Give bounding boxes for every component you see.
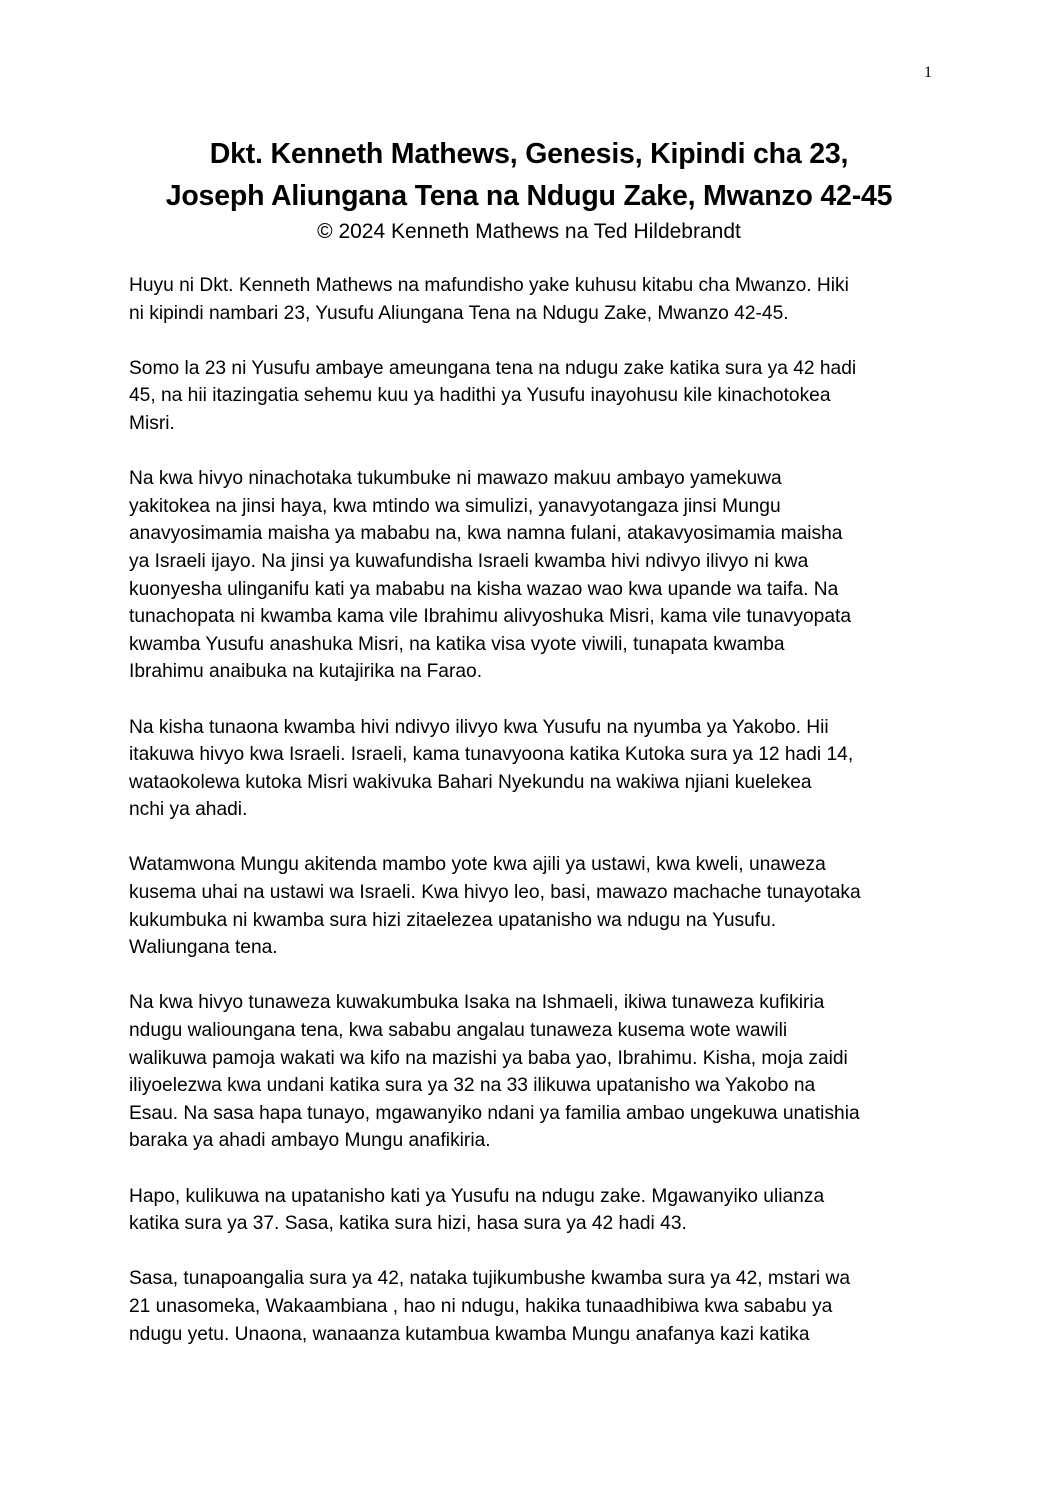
paragraph-line: ndugu walioungana tena, kwa sababu angalau tunaweza kusema wote wawili bbox=[129, 1020, 788, 1042]
paragraph-line: Na kwa hivyo tunaweza kuwakumbuka Isaka na Ishmaeli, ikiwa tunaweza kufikiria bbox=[129, 992, 825, 1014]
paragraph bbox=[129, 272, 929, 327]
paragraph bbox=[129, 989, 929, 1155]
paragraph bbox=[129, 851, 929, 961]
paragraph-line: Huyu ni Dkt. Kenneth Mathews na mafundisho yake kuhusu kitabu cha Mwanzo. Hiki bbox=[129, 275, 849, 296]
paragraph-line: ni kipindi nambari 23, Yusufu Aliungana Tena na Ndugu Zake, Mwanzo 42-45. bbox=[129, 302, 789, 324]
paragraph-line: kwamba Yusufu anashuka Misri, na katika visa vyote viwili, tunapata kwamba bbox=[129, 633, 785, 655]
paragraph-line: Na kisha tunaona kwamba hivi ndivyo ilivyo kwa Yusufu na nyumba ya Yakobo. Hii bbox=[129, 716, 829, 738]
copyright-notice: © 2024 Kenneth Mathews na Ted Hildebrandt bbox=[317, 220, 741, 243]
paragraph-line: kuonyesha ulinganifu kati ya mababu na kisha wazao wao kwa upande wa taifa. Na bbox=[129, 578, 839, 600]
paragraph bbox=[129, 714, 929, 824]
paragraph-line: kusema uhai na ustawi wa Israeli. Kwa hivyo leo, basi, mawazo machache tunayotaka bbox=[129, 882, 861, 904]
paragraph-line: Watamwona Mungu akitenda mambo yote kwa ajili ya ustawi, kwa kweli, unaweza bbox=[129, 854, 826, 876]
paragraph bbox=[129, 355, 929, 438]
paragraph-line: yakitokea na jinsi haya, kwa mtindo wa simulizi, yanavyotangaza jinsi Mungu bbox=[129, 495, 781, 517]
paragraph-line: ya Israeli ijayo. Na jinsi ya kuwafundisha Israeli kwamba hivi ndivyo ilivyo ni kwa bbox=[129, 550, 809, 572]
paragraph-line: baraka ya ahadi ambayo Mungu anafikiria. bbox=[129, 1130, 491, 1152]
page-number: 1 bbox=[924, 64, 932, 81]
document-title-line-1: Dkt. Kenneth Mathews, Genesis, Kipindi cha 23, bbox=[209, 138, 849, 170]
paragraph bbox=[129, 1265, 929, 1348]
paragraph-line: Esau. Na sasa hapa tunayo, mgawanyiko ndani ya familia ambao ungekuwa unatishia bbox=[129, 1102, 860, 1124]
paragraph-line: iliyoelezwa kwa undani katika sura ya 32 na 33 ilikuwa upatanisho wa Yakobo na bbox=[129, 1075, 816, 1097]
paragraph-line: walikuwa pamoja wakati wa kifo na mazishi ya baba yao, Ibrahimu. Kisha, moja zaidi bbox=[129, 1047, 848, 1069]
paragraph bbox=[129, 1183, 929, 1238]
document-title-line-2: Joseph Aliungana Tena na Ndugu Zake, Mwanzo 42-45 bbox=[165, 180, 893, 212]
paragraph-line: kukumbuka ni kwamba sura hizi zitaelezea upatanisho wa ndugu na Yusufu. bbox=[129, 909, 777, 931]
paragraph-line: itakuwa hivyo kwa Israeli. Israeli, kama tunavyoona katika Kutoka sura ya 12 hadi 14, bbox=[129, 744, 854, 766]
paragraph-line: Na kwa hivyo ninachotaka tukumbuke ni mawazo makuu ambayo yamekuwa bbox=[129, 468, 782, 490]
paragraph-line: wataokolewa kutoka Misri wakivuka Bahari Nyekundu na wakiwa njiani kuelekea bbox=[129, 771, 812, 793]
paragraph-line: Waliungana tena. bbox=[129, 937, 278, 959]
paragraph-line: Somo la 23 ni Yusufu ambaye ameungana tena na ndugu zake katika sura ya 42 hadi bbox=[129, 357, 857, 379]
paragraph bbox=[129, 465, 929, 686]
paragraph-line: Hapo, kulikuwa na upatanisho kati ya Yusufu na ndugu zake. Mgawanyiko ulianza bbox=[129, 1185, 825, 1207]
paragraph-line: nchi ya ahadi. bbox=[129, 799, 248, 821]
paragraph-line: Misri. bbox=[129, 412, 175, 434]
paragraph-line: anavyosimamia maisha ya mababu na, kwa namna fulani, atakavyosimamia maisha bbox=[129, 523, 843, 545]
paragraph-line: Ibrahimu anaibuka na kutajirika na Farao. bbox=[129, 661, 483, 683]
document-body bbox=[129, 272, 929, 1376]
paragraph-line: Sasa, tunapoangalia sura ya 42, nataka tujikumbushe kwamba sura ya 42, mstari wa bbox=[129, 1268, 851, 1290]
paragraph-line: tunachopata ni kwamba kama vile Ibrahimu alivyoshuka Misri, kama vile tunavyopata bbox=[129, 606, 852, 628]
paragraph-line: katika sura ya 37. Sasa, katika sura hizi, hasa sura ya 42 hadi 43. bbox=[129, 1213, 687, 1235]
paragraph-line: ndugu yetu. Unaona, wanaanza kutambua kwamba Mungu anafanya kazi katika bbox=[129, 1323, 810, 1345]
paragraph-line: 45, na hii itazingatia sehemu kuu ya hadithi ya Yusufu inayohusu kile kinachotokea bbox=[129, 385, 831, 407]
paragraph-line: 21 unasomeka, Wakaambiana , hao ni ndugu, hakika tunaadhibiwa kwa sababu ya bbox=[129, 1295, 833, 1317]
document-header bbox=[0, 133, 1058, 247]
